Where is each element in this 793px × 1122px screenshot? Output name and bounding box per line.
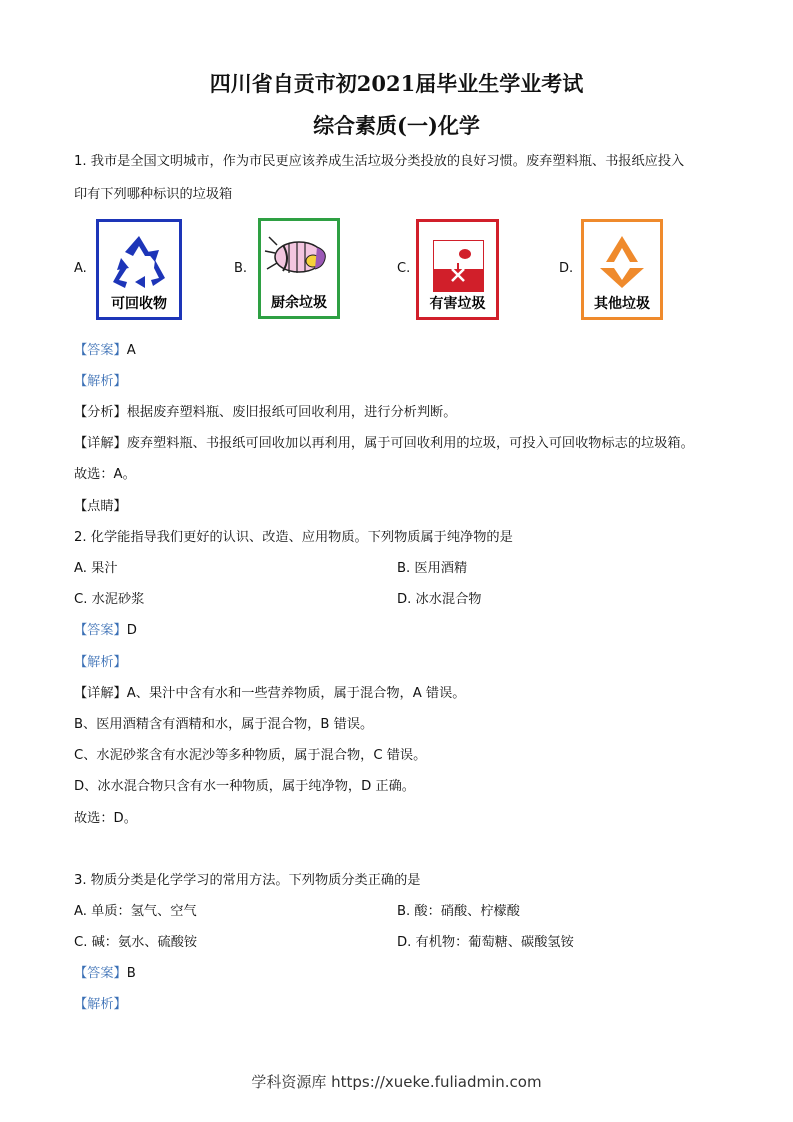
q1-answer-tag: 【答案】 [74, 343, 127, 358]
q1-stem-line2: 印有下列哪种标识的垃圾箱 [74, 187, 233, 202]
other-waste-sign [581, 219, 663, 320]
q2-detail-1: 【详解】A、果汁中含有水和一些营养物质，属于混合物，A 错误。 [74, 686, 466, 701]
q1-option-a-label: A. [74, 261, 87, 276]
other-waste-caption: 其他垃圾 [594, 296, 650, 312]
q1-choose: 故选：A。 [74, 467, 136, 482]
q1-stem-line1: 1. 我市是全国文明城市，作为市民更应该养成生活垃圾分类投放的良好习惯。废弃塑料瓶、书报纸应投入 [74, 154, 685, 169]
q1-detail: 【详解】废弃塑料瓶、书报纸可回收加以再利用，属于可回收利用的垃圾，可投入可回收物标志的垃圾箱。 [74, 436, 694, 451]
q2-analysis-tag: 【解析】 [74, 655, 127, 670]
recyclable-caption: 可回收物 [111, 296, 167, 312]
q3-option-a: A. 单质：氢气、空气 [74, 904, 197, 919]
q1-answer [74, 339, 136, 358]
q3-answer-value: B [126, 966, 136, 981]
q2-option-d: D. 冰水混合物 [397, 592, 482, 607]
q2-choose: 故选：D。 [74, 811, 137, 826]
q1-analysis-tag: 【解析】 [74, 374, 127, 389]
q2-answer-tag: 【答案】 [74, 623, 127, 638]
q3-answer-tag: 【答案】 [74, 966, 127, 981]
q3-option-b: B. 酸：硝酸、柠檬酸 [397, 904, 520, 919]
hazardous-caption: 有害垃圾 [429, 296, 486, 312]
q1-answer-value: A [126, 343, 136, 358]
q3-answer [74, 962, 136, 981]
page-footer: 学科资源库 https://xueke.fuliadmin.com [251, 1073, 542, 1091]
q2-answer-value: D [126, 623, 137, 638]
hazardous-sign [416, 219, 499, 320]
q1-option-b-label: B. [234, 261, 248, 276]
kitchen-waste-caption: 厨余垃圾 [271, 295, 327, 311]
recyclable-sign [96, 219, 182, 320]
q3-option-d: D. 有机物：葡萄糖、碳酸氢铵 [397, 935, 574, 950]
q2-option-a: A. 果汁 [74, 561, 118, 576]
q2-answer [74, 619, 137, 638]
other-waste-icon [584, 232, 660, 292]
q2-detail-4: D、冰水混合物只含有水一种物质，属于纯净物，D 正确。 [74, 779, 415, 794]
q3-stem: 3. 物质分类是化学学习的常用方法。下列物质分类正确的是 [74, 873, 421, 888]
page-title: 四川省自贡市初2021届毕业生学业考试 [209, 71, 584, 96]
q2-option-c: C. 水泥砂浆 [74, 592, 145, 607]
q3-option-c: C. 碱：氨水、硫酸铵 [74, 935, 198, 950]
page-subtitle: 综合素质(一)化学 [313, 113, 480, 138]
q1-option-c-label: C. [397, 261, 411, 276]
q3-analysis-tag: 【解析】 [74, 997, 127, 1012]
q2-detail-2: B、医用酒精含有酒精和水，属于混合物，B 错误。 [74, 717, 374, 732]
fish-bone-icon [261, 225, 337, 289]
q2-option-b: B. 医用酒精 [397, 561, 468, 576]
q1-option-d-label: D. [559, 261, 574, 276]
q1-fenxi: 【分析】根据废弃塑料瓶、废旧报纸可回收利用，进行分析判断。 [74, 405, 457, 420]
hazard-icon [434, 241, 483, 291]
kitchen-waste-sign [258, 218, 340, 319]
recycle-icon [99, 230, 179, 300]
q1-dianjing: 【点睛】 [74, 499, 127, 514]
q2-detail-3: C、水泥砂浆含有水泥沙等多种物质，属于混合物，C 错误。 [74, 748, 427, 763]
q2-stem: 2. 化学能指导我们更好的认识、改造、应用物质。下列物质属于纯净物的是 [74, 530, 513, 545]
